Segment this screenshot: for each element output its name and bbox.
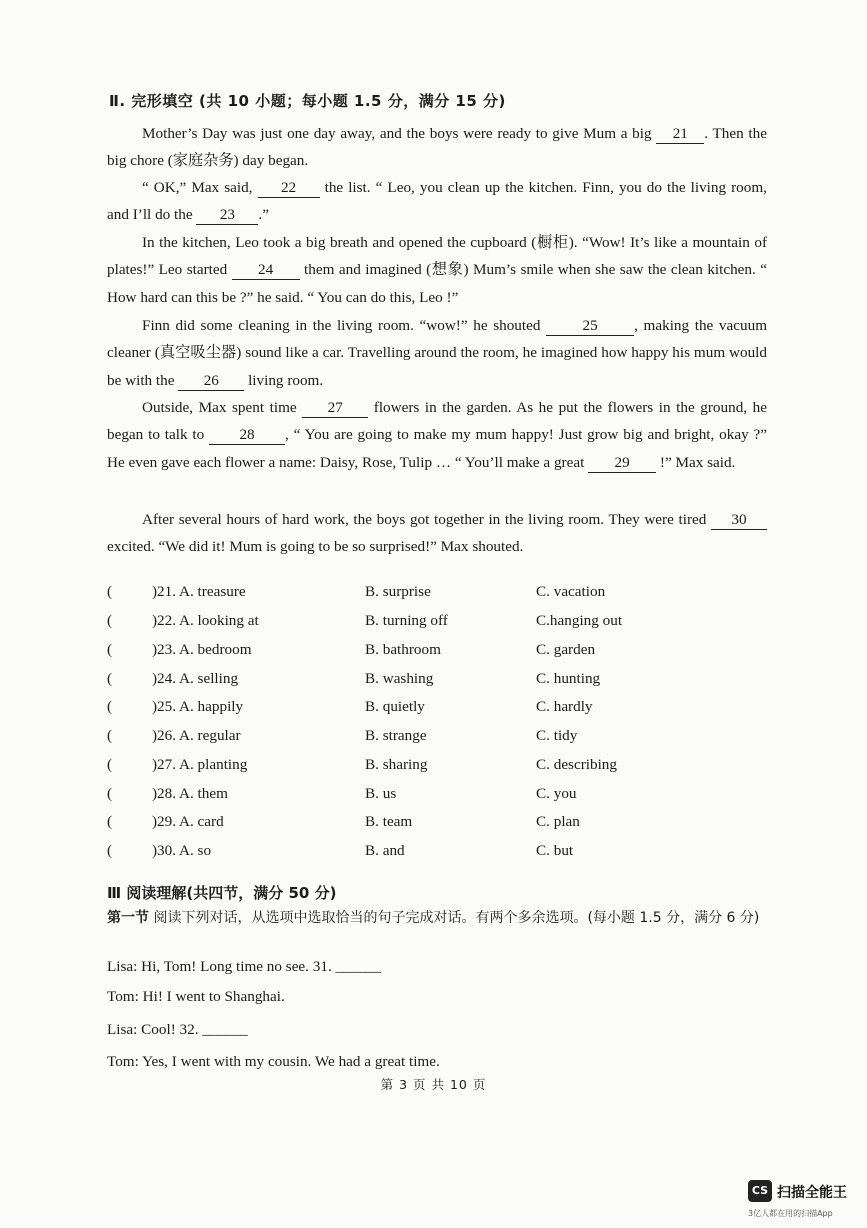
scanner-watermark bbox=[748, 1178, 863, 1222]
passage-paragraph-5 bbox=[107, 394, 767, 476]
page-number: 第 3 页 共 10 页 bbox=[380, 1077, 487, 1092]
blank-28: 28 bbox=[209, 426, 285, 445]
option-b: B. us bbox=[365, 785, 397, 802]
blank-24: 24 bbox=[232, 261, 300, 280]
section-3-title: Ⅲ 阅读理解(共四节，满分 50 分) bbox=[107, 884, 337, 902]
answer-paren: ( bbox=[107, 813, 113, 830]
passage-paragraph-3 bbox=[107, 229, 767, 311]
option-a: )30. A. so bbox=[152, 842, 212, 859]
answer-paren: ( bbox=[107, 698, 113, 715]
option-c: C. vacation bbox=[536, 583, 606, 600]
passage-text: . Then the big chore (家庭杂务) day began. bbox=[107, 125, 767, 170]
option-a: )27. A. planting bbox=[152, 756, 248, 773]
question-row bbox=[107, 583, 747, 607]
passage-text: After several hours of hard work, the boys got together in the living room. They were tired bbox=[142, 511, 711, 528]
dialogue-line: Tom: Yes, I went with my cousin. We had a great time. bbox=[107, 1053, 440, 1070]
answer-paren: ( bbox=[107, 727, 113, 744]
option-a: )24. A. selling bbox=[152, 670, 239, 687]
option-a: )26. A. regular bbox=[152, 727, 241, 744]
passage-text: , making the vacuum cleaner (真空吸尘器) sound like a car. Travelling around the room, he imagined how happy his mum would be with the bbox=[107, 317, 768, 389]
option-a: )21. A. treasure bbox=[152, 583, 246, 600]
answer-paren: ( bbox=[107, 785, 113, 802]
answer-paren: ( bbox=[107, 670, 113, 687]
camscanner-logo-icon: CS bbox=[748, 1180, 772, 1202]
passage-text: “ OK,” Max said, bbox=[142, 179, 258, 196]
passage-text: , “ You are going to make my mum happy! Just grow big and bright, okay ?” He even gave each flower a name: Daisy, Rose, Tulip … “ You’ll make a great bbox=[107, 426, 767, 471]
answer-paren: ( bbox=[107, 583, 113, 600]
option-c: C. garden bbox=[536, 641, 596, 658]
question-row bbox=[107, 698, 747, 722]
option-c: C. plan bbox=[536, 813, 580, 830]
option-c: C. hardly bbox=[536, 698, 593, 715]
option-b: B. turning off bbox=[365, 612, 448, 629]
option-b: B. quietly bbox=[365, 698, 425, 715]
question-row bbox=[107, 785, 747, 809]
part-label: 第一节 bbox=[107, 910, 149, 926]
passage-paragraph-2 bbox=[107, 174, 767, 229]
watermark-slogan: 3亿人都在用的扫描App bbox=[748, 1209, 833, 1218]
option-c: C. you bbox=[536, 785, 577, 802]
passage-text: excited. “We did it! Mum is going to be so surprised!” Max shouted. bbox=[107, 538, 524, 556]
question-row bbox=[107, 670, 747, 694]
option-a: )22. A. looking at bbox=[152, 612, 259, 629]
passage-text: them and imagined (想象) Mum’s smile when she saw the clean kitchen. “ How hard can this be ?” he said. “ You can do this, Leo !” bbox=[107, 261, 767, 306]
passage-paragraph-1 bbox=[107, 120, 767, 175]
dialogue-line: Tom: Hi! I went to Shanghai. bbox=[107, 988, 285, 1005]
answer-paren: ( bbox=[107, 756, 113, 773]
blank-23: 23 bbox=[196, 206, 258, 225]
section-title: Ⅱ. 完形填空 (共 10 小题；每小题 1.5 分，满分 15 分) bbox=[109, 92, 506, 110]
section-3-part-1-instructions bbox=[107, 906, 787, 930]
question-row bbox=[107, 612, 747, 636]
blank-27: 27 bbox=[302, 399, 368, 418]
blank-26: 26 bbox=[178, 372, 244, 391]
option-b: B. sharing bbox=[365, 756, 428, 773]
option-b: B. strange bbox=[365, 727, 427, 744]
question-row bbox=[107, 727, 747, 751]
passage-text: Outside, Max spent time bbox=[142, 399, 303, 416]
question-row bbox=[107, 641, 747, 665]
part-instructions: 阅读下列对话，从选项中选取恰当的句子完成对话。有两个多余选项。(每小题 1.5 分，满分 6 分) bbox=[149, 910, 760, 926]
passage-text: the list. “ Leo, you clean up the kitchen. Finn, you do the living room, and I’ll do the bbox=[107, 179, 767, 224]
option-b: B. and bbox=[365, 842, 405, 859]
option-a: )29. A. card bbox=[152, 813, 224, 830]
passage-paragraph-6 bbox=[107, 506, 767, 561]
option-b: B. washing bbox=[365, 670, 434, 687]
answer-paren: ( bbox=[107, 641, 113, 658]
option-c: C. hunting bbox=[536, 670, 601, 687]
question-row bbox=[107, 756, 747, 780]
blank-22: 22 bbox=[258, 179, 320, 198]
option-a: )23. A. bedroom bbox=[152, 641, 252, 658]
option-b: B. bathroom bbox=[365, 641, 441, 658]
dialogue-line: Lisa: Cool! 32. ______ bbox=[107, 1021, 248, 1038]
answer-paren: ( bbox=[107, 842, 113, 859]
passage-text: living room. bbox=[244, 371, 324, 389]
dialogue-line: Lisa: Hi, Tom! Long time no see. 31. ______ bbox=[107, 958, 382, 975]
option-b: B. surprise bbox=[365, 583, 431, 600]
passage-text: flowers in the garden. As he put the flowers in the ground, he began to talk to bbox=[107, 399, 767, 444]
passage-text: Finn did some cleaning in the living room. “wow!” he shouted bbox=[142, 317, 547, 334]
passage-text: .” bbox=[258, 206, 269, 224]
option-c: C.hanging out bbox=[536, 612, 623, 629]
blank-21: 21 bbox=[656, 125, 704, 144]
question-row bbox=[107, 842, 747, 866]
option-c: C. describing bbox=[536, 756, 617, 773]
passage-text: Mother’s Day was just one day away, and the boys were ready to give Mum a big bbox=[142, 125, 657, 142]
blank-30: 30 bbox=[711, 511, 767, 530]
blank-29: 29 bbox=[588, 454, 656, 473]
passage-text: In the kitchen, Leo took a big breath and opened the cupboard (橱柜). “Wow! It’s like a mountain of plates!” Leo started bbox=[107, 234, 767, 279]
passage-paragraph-4 bbox=[107, 312, 767, 394]
question-row bbox=[107, 813, 747, 837]
option-a: )28. A. them bbox=[152, 785, 228, 802]
answer-paren: ( bbox=[107, 612, 113, 629]
watermark-brand: 扫描全能王 bbox=[777, 1185, 847, 1201]
option-b: B. team bbox=[365, 813, 413, 830]
option-a: )25. A. happily bbox=[152, 698, 244, 715]
passage-text: !” Max said. bbox=[656, 453, 736, 471]
blank-25: 25 bbox=[546, 317, 634, 336]
option-c: C. but bbox=[536, 842, 574, 859]
option-c: C. tidy bbox=[536, 727, 578, 744]
